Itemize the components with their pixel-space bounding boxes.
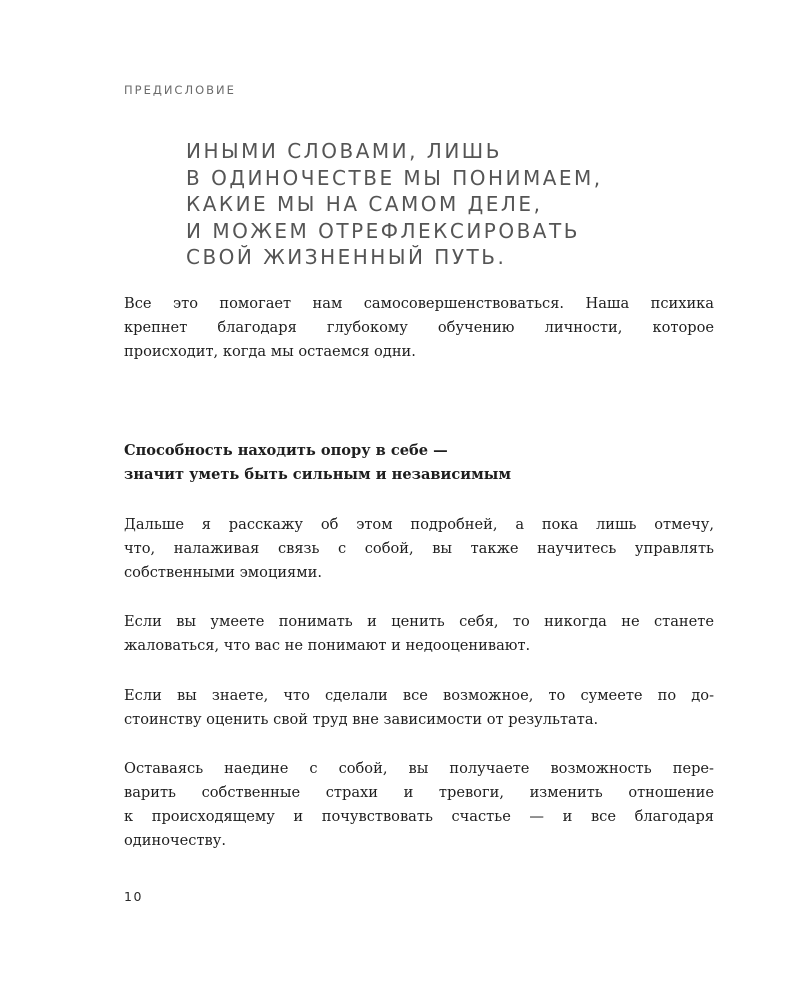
section-heading bbox=[124, 439, 714, 487]
paragraph-line: к происходящему и почувствовать счастье — и все благодаря bbox=[124, 808, 714, 825]
section-heading-line: значит уметь быть сильным и независимым bbox=[124, 466, 512, 483]
pull-quote-line: И МОЖЕМ ОТРЕФЛЕКСИРОВАТЬ bbox=[186, 218, 580, 243]
paragraph bbox=[124, 610, 714, 658]
pull-quote-line: ИНЫМИ СЛОВАМИ, ЛИШЬ bbox=[186, 139, 502, 163]
pull-quote-line: В ОДИНОЧЕСТВЕ МЫ ПОНИМАЕМ, bbox=[186, 165, 603, 190]
section-heading-line: Способность находить опору в себе — bbox=[124, 442, 448, 459]
paragraph-line: Оставаясь наедине с собой, вы получаете возможность пере- bbox=[124, 760, 714, 777]
page-number: 10 bbox=[124, 889, 143, 904]
paragraph-line: стоинству оценить свой труд вне зависимости от результата. bbox=[124, 711, 599, 728]
paragraph-line: варить собственные страхи и тревоги, изменить отношение bbox=[124, 784, 714, 801]
paragraph-line: Если вы умеете понимать и ценить себя, то никогда не станете bbox=[124, 613, 714, 630]
pull-quote-line: КАКИЕ МЫ НА САМОМ ДЕЛЕ, bbox=[186, 192, 543, 217]
paragraph-line: крепнет благодаря глубокому обучению личности, которое bbox=[124, 319, 714, 336]
paragraph-line: Дальше я расскажу об этом подробней, а пока лишь отмечу, bbox=[124, 516, 714, 533]
paragraph-line: происходит, когда мы остаемся одни. bbox=[124, 343, 416, 360]
paragraph bbox=[124, 684, 714, 732]
paragraph-line: что, налаживая связь с собой, вы также научитесь управлять bbox=[124, 540, 714, 557]
paragraph-line: собственными эмоциями. bbox=[124, 564, 322, 581]
paragraph bbox=[124, 292, 714, 364]
paragraph bbox=[124, 757, 714, 853]
paragraph bbox=[124, 513, 714, 585]
running-head: ПРЕДИСЛОВИЕ bbox=[124, 83, 236, 97]
pull-quote-line: СВОЙ ЖИЗНЕННЫЙ ПУТЬ. bbox=[186, 245, 507, 270]
pull-quote bbox=[186, 138, 706, 271]
paragraph-line: одиночеству. bbox=[124, 832, 226, 849]
paragraph-line: Все это помогает нам самосовершенствоваться. Наша психика bbox=[124, 295, 714, 312]
paragraph-line: жаловаться, что вас не понимают и недооценивают. bbox=[124, 637, 531, 654]
paragraph-line: Если вы знаете, что сделали все возможное, то сумеете по до- bbox=[124, 687, 714, 704]
